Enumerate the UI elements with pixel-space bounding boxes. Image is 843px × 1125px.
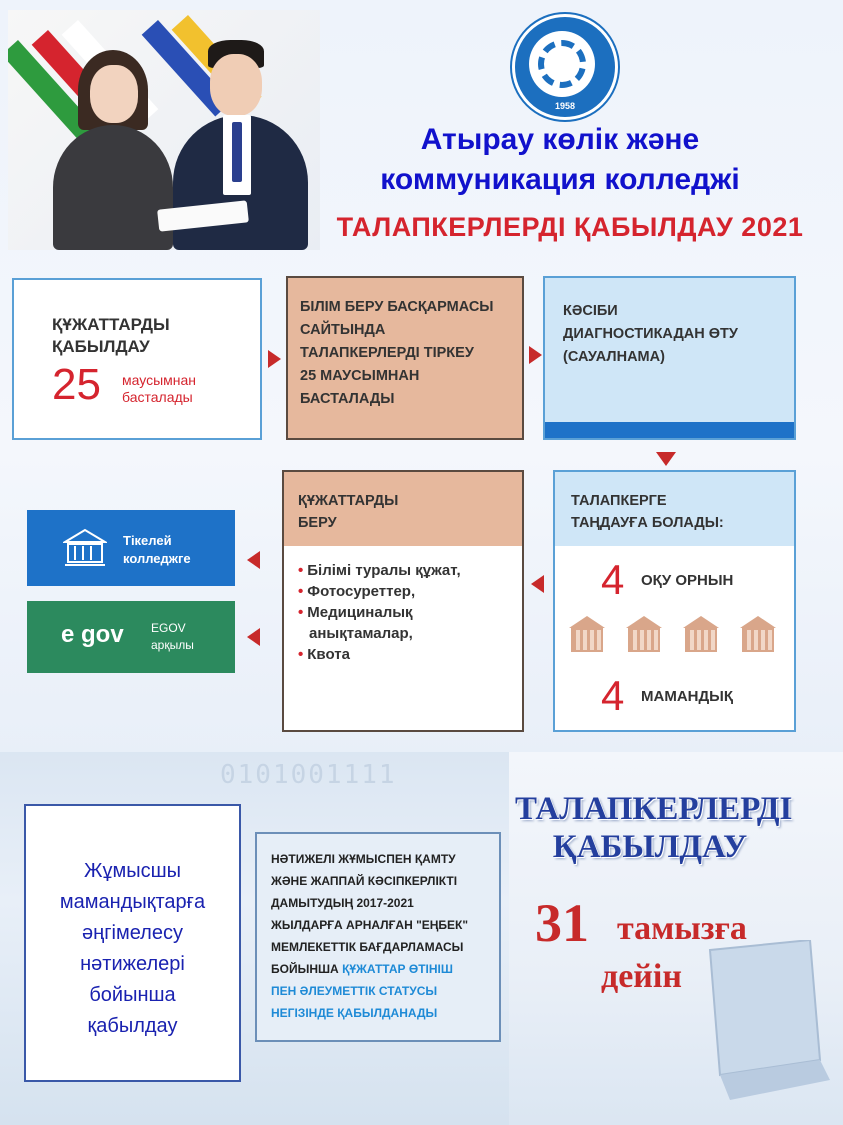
list-item: • Медициналық: [298, 604, 413, 621]
documents-list: [298, 560, 461, 665]
count-institutions: 4: [601, 556, 625, 603]
option-egov: [27, 601, 235, 673]
enbek-line: ЖЫЛДАРҒА АРНАЛҒАН "ЕҢБЕК": [271, 918, 469, 932]
college-logo: [512, 14, 618, 120]
step-submit-documents: [282, 470, 524, 732]
enbek-line: НӘТИЖЕЛІ ЖҰМЫСПЕН ҚАМТУ: [271, 852, 456, 866]
direct-label: [123, 532, 191, 568]
building-icon: [681, 616, 721, 656]
step2-text: [300, 296, 494, 411]
step5-title-line2: ТАҢДАУҒА БОЛАДЫ:: [571, 515, 724, 531]
enbek-line: ЖӘНЕ ЖАППАЙ КӘСІПКЕРЛІКТІ: [271, 874, 458, 888]
step1-subtitle: [122, 372, 196, 406]
man-tie: [232, 122, 242, 182]
step4-title: [298, 490, 398, 534]
step5-title-line1: ТАЛАПКЕРГЕ: [571, 493, 667, 509]
enbek-line: МЕМЛЕКЕТТІК БАҒДАРЛАМАСЫ: [271, 940, 464, 954]
admission-heading: [515, 790, 793, 866]
label-specialties: МАМАНДЫҚ: [641, 688, 734, 705]
step2-line3: ТАЛАПКЕРЛЕРДІ ТІРКЕУ: [300, 345, 474, 361]
deadline-month: тамызға: [617, 910, 747, 947]
arrow-left-icon: [247, 551, 260, 569]
building-icon: [624, 616, 664, 656]
hero-photo: [8, 10, 320, 250]
admission-heading-line1: ТАЛАПКЕРЛЕРДІ: [515, 791, 793, 827]
workers-line: бойынша: [89, 984, 176, 1006]
building-icon: [738, 616, 778, 656]
admission-heading-line2: ҚАБЫЛДАУ: [552, 829, 748, 865]
step-registration: [286, 276, 524, 440]
enbek-program-box: [255, 832, 501, 1042]
step3-text: [563, 300, 738, 369]
step1-number: 25: [52, 360, 101, 409]
egov-label: [151, 620, 194, 654]
arrow-left-icon: [531, 575, 544, 593]
arrow-right-icon: [268, 350, 281, 368]
step1-title-line2: ҚАБЫЛДАУ: [52, 337, 150, 356]
list-item: • Білімі туралы құжат,: [298, 562, 461, 579]
step3-bar: [545, 422, 794, 438]
egov-line2: арқылы: [151, 638, 194, 652]
step4-header: [284, 472, 522, 546]
workers-line: нәтижелері: [80, 953, 185, 975]
enbek-line: НЕГІЗІНДЕ ҚАБЫЛДАНАДЫ: [271, 1006, 438, 1020]
laptop-icon: [690, 940, 830, 1100]
building-icon: [567, 616, 607, 656]
workers-line: мамандықтарға: [59, 891, 206, 913]
enbek-line: ДАМЫТУДЫҢ 2017-2021: [271, 896, 414, 910]
college-name: [330, 120, 790, 200]
egov-logo: e gov: [61, 621, 124, 648]
enbek-program-text: [271, 848, 468, 1024]
gear-icon: [538, 40, 586, 88]
binary-digits-decoration: 0101001111: [220, 760, 397, 790]
label-institutions: ОҚУ ОРНЫН: [641, 572, 734, 589]
step4-title-line1: ҚҰЖАТТАРДЫ: [298, 493, 399, 509]
step3-line2: ДИАГНОСТИКАДАН ӨТУ: [563, 326, 738, 342]
step-choice: [553, 470, 796, 732]
workers-admission-box: [24, 804, 241, 1082]
direct-line2: колледжге: [123, 551, 191, 566]
list-item: • Квота: [298, 646, 350, 663]
college-building-icon: [63, 528, 107, 568]
admission-title: ТАЛАПКЕРЛЕРДІ ҚАБЫЛДАУ 2021: [336, 212, 804, 242]
list-item: • Фотосуреттер,: [298, 583, 416, 600]
egov-line1: EGOV: [151, 621, 186, 635]
step1-title-line1: ҚҰЖАТТАРДЫ: [52, 315, 170, 334]
arrow-down-icon: [656, 452, 676, 466]
man-face: [210, 54, 262, 116]
option-direct-college: [27, 510, 235, 586]
step2-line1: БІЛІМ БЕРУ БАСҚАРМАСЫ: [300, 299, 494, 315]
workers-admission-text: [26, 856, 239, 1042]
step3-line3: (САУАЛНАМА): [563, 349, 665, 365]
step5-title: [571, 490, 724, 534]
direct-line1: Тікелей: [123, 533, 172, 548]
step3-line1: КӘСІБИ: [563, 303, 618, 319]
step2-line5: БАСТАЛАДЫ: [300, 391, 395, 407]
step4-title-line2: БЕРУ: [298, 515, 337, 531]
enbek-line: БОЙЫНША ҚҰЖАТТАР ӨТІНІШ: [271, 962, 453, 976]
step-diagnostics: [543, 276, 796, 440]
step1-title: [52, 314, 170, 358]
deadline-until: дейін: [601, 958, 682, 995]
step-document-acceptance: [12, 278, 262, 440]
step5-header: [555, 472, 794, 546]
workers-line: қабылдау: [87, 1015, 178, 1037]
count-specialties: 4: [601, 672, 625, 719]
enbek-line: ПЕН ӘЛЕУМЕТТІК СТАТУСЫ: [271, 984, 438, 998]
woman-face: [90, 65, 138, 123]
logo-year: 1958: [554, 101, 576, 111]
deadline-number: 31: [535, 893, 589, 953]
arrow-left-icon: [247, 628, 260, 646]
workers-line: әңгімелесу: [82, 922, 183, 944]
workers-line: Жұмысшы: [83, 860, 181, 882]
college-name-line2: коммуникация колледжі: [380, 163, 740, 196]
arrow-right-icon: [529, 346, 542, 364]
step1-sub-line1: маусымнан: [122, 372, 197, 388]
woman-jacket: [53, 125, 173, 250]
list-item: анықтамалар,: [309, 625, 413, 642]
college-name-line1: Атырау көлік және: [420, 123, 700, 156]
step2-line2: САЙТЫНДА: [300, 322, 386, 338]
step1-sub-line2: басталады: [122, 389, 193, 405]
step2-line4: 25 МАУСЫМНАН: [300, 368, 420, 384]
